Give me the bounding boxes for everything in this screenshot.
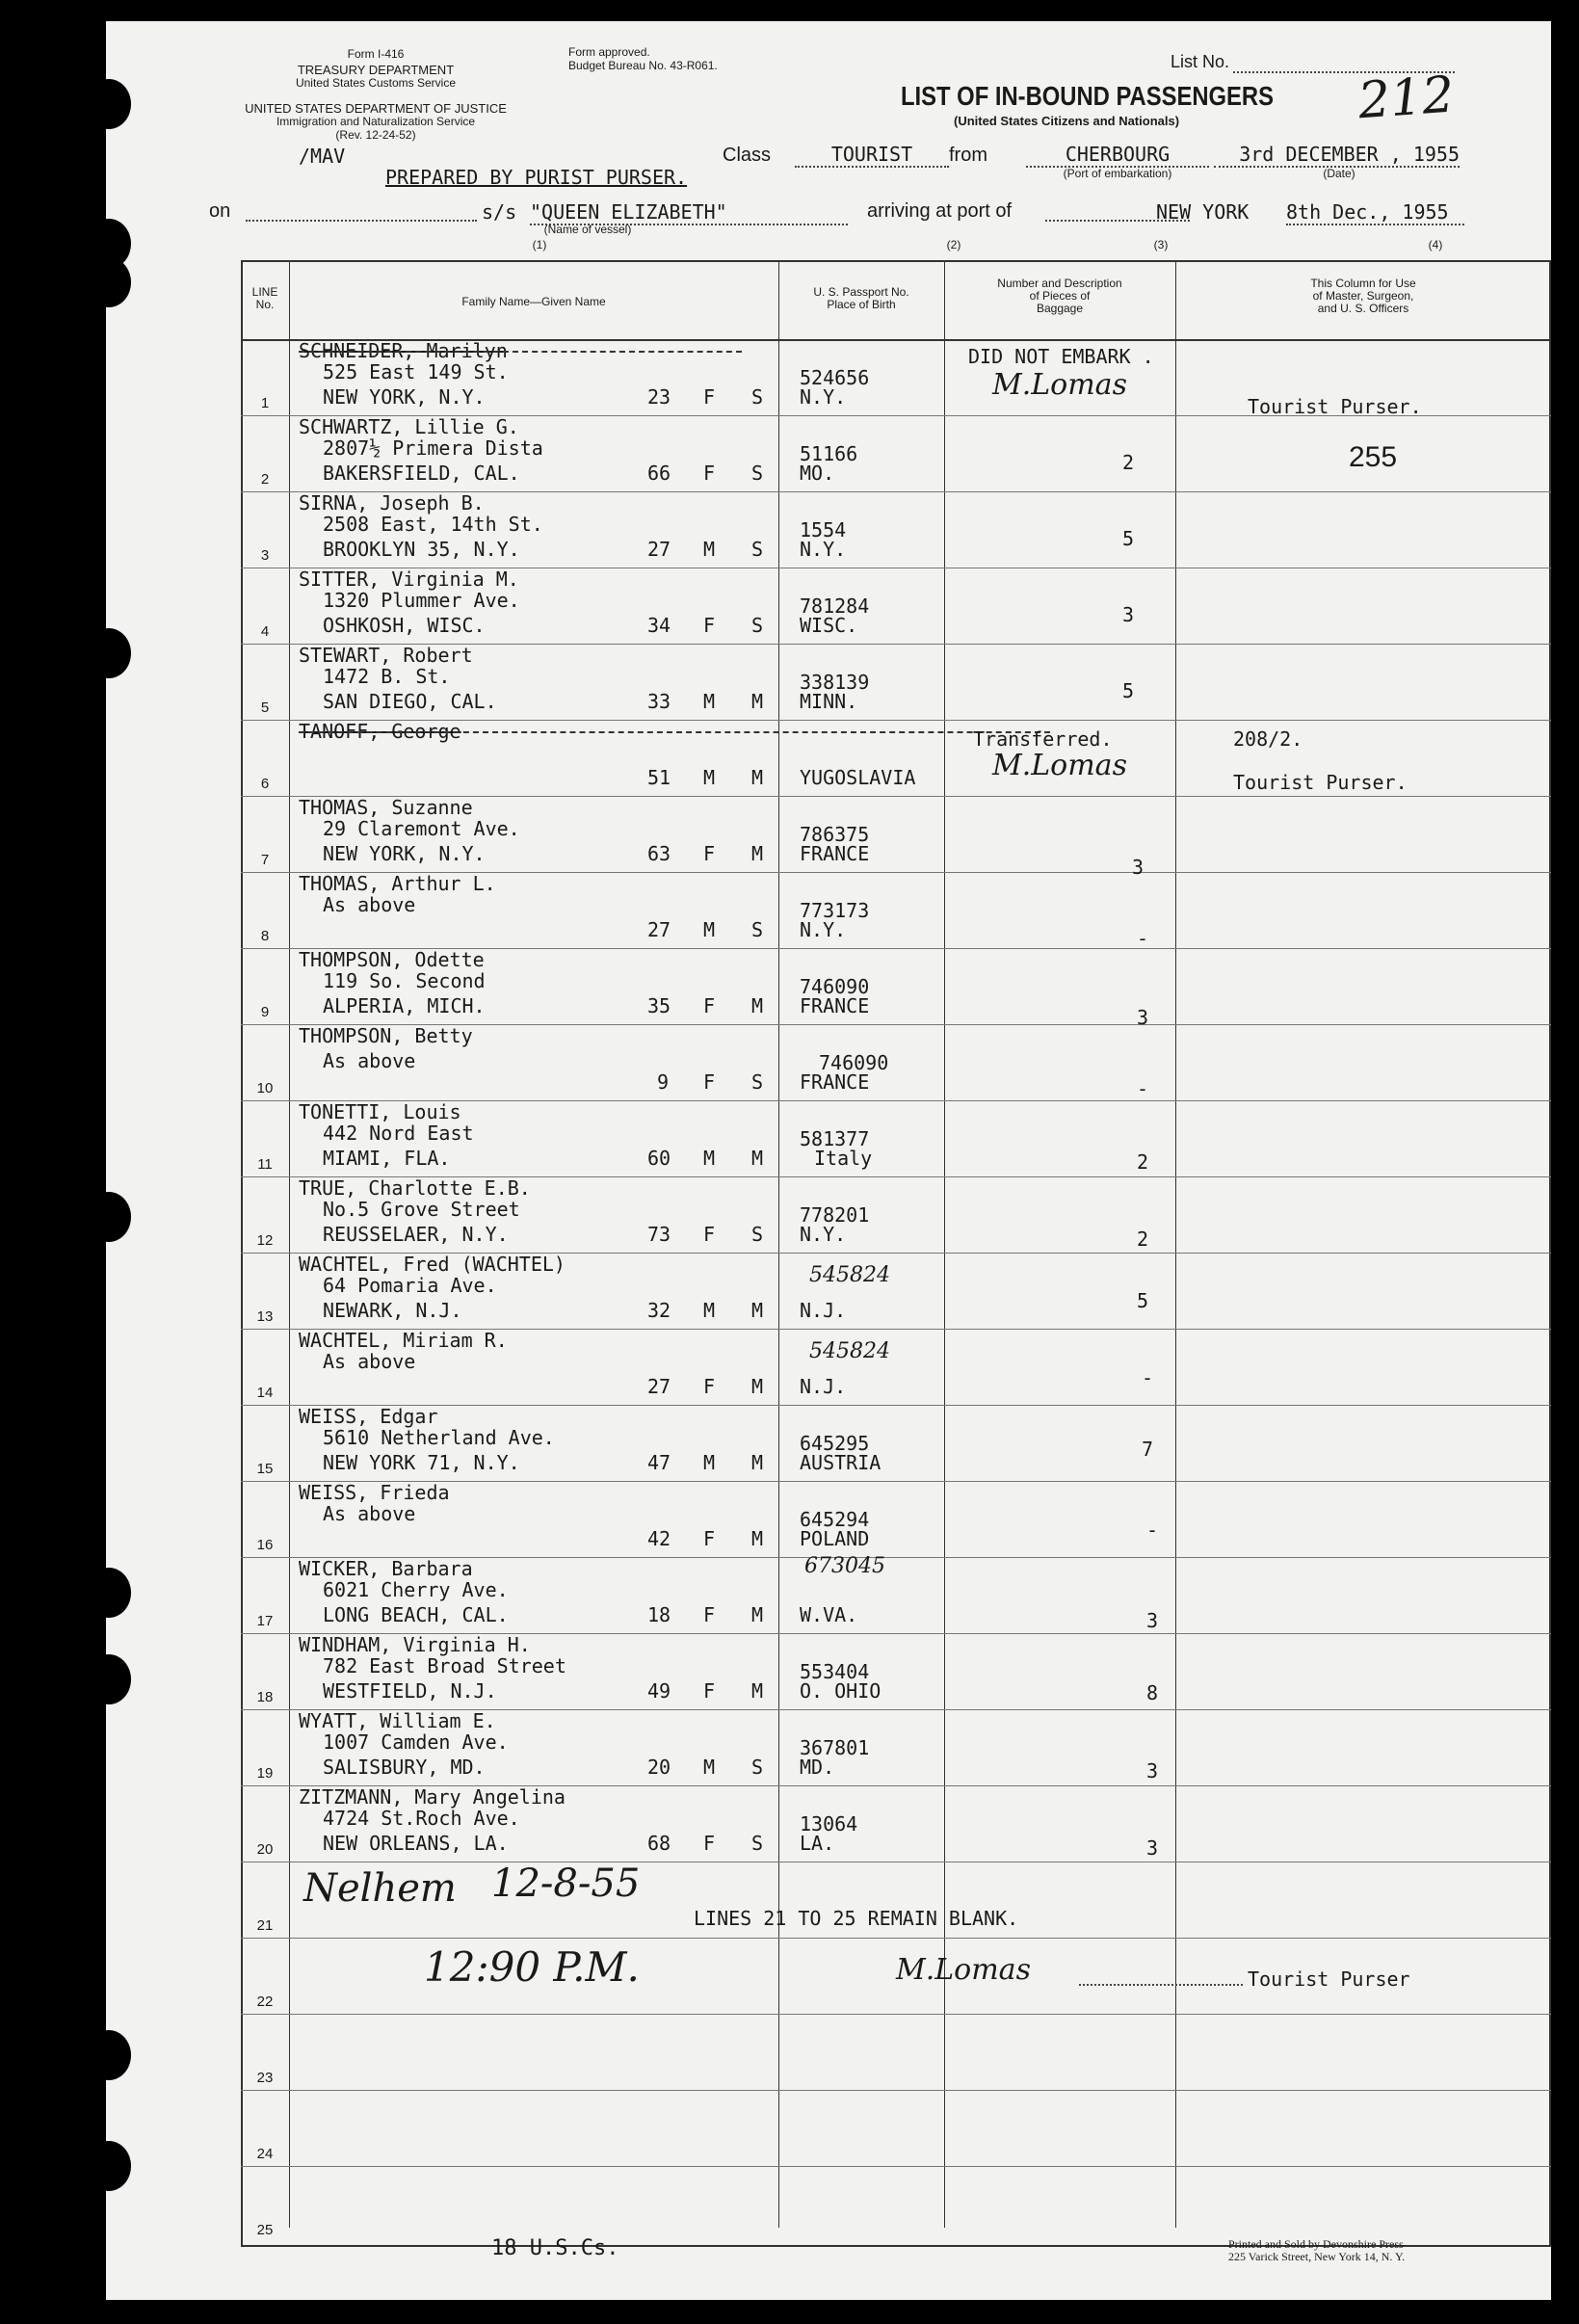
purser-signature: M.Lomas — [896, 1953, 1031, 1987]
passenger-age: 27 — [647, 1375, 671, 1398]
line-number: 12 — [256, 1232, 274, 1249]
baggage-count: - — [1146, 1519, 1159, 1542]
line-number: 18 — [256, 1689, 274, 1705]
agency-justice: UNITED STATES DEPARTMENT OF JUSTICE — [245, 101, 507, 116]
strike-line — [299, 731, 1050, 733]
line-number: 14 — [256, 1385, 274, 1401]
place-of-birth: MO. — [800, 462, 835, 485]
line-number: 17 — [256, 1613, 274, 1629]
baggage-count: 3 — [1146, 1609, 1159, 1632]
passenger-name: SCHWARTZ, Lillie G. — [299, 415, 519, 438]
arriving-label: arriving at port of — [867, 200, 1013, 222]
line-number: 3 — [260, 547, 270, 564]
passenger-name: THOMAS, Suzanne — [299, 796, 473, 819]
passenger-name: SITTER, Virginia M. — [299, 568, 519, 591]
passenger-address: 5610 Netherland Ave. — [323, 1426, 555, 1449]
col-header-officers: This Column for Use of Master, Surgeon, and U. S. Officers — [1310, 277, 1416, 315]
place-of-birth: POLAND — [800, 1527, 870, 1550]
passport-number: 581377 — [800, 1127, 870, 1150]
place-of-birth: MINN. — [800, 690, 858, 713]
baggage-count: 3 — [1132, 856, 1145, 879]
date-caption: (Date) — [1323, 167, 1355, 180]
passenger-sex: M — [703, 918, 716, 941]
passenger-name: WINDHAM, Virginia H. — [299, 1633, 531, 1656]
passenger-address: 525 East 149 St. — [323, 360, 509, 383]
passenger-name: TONETTI, Louis — [299, 1100, 461, 1123]
passport-number: 673045 — [804, 1554, 885, 1578]
baggage-count: 3 — [1146, 1836, 1159, 1860]
officer-note: 255 — [1349, 441, 1398, 473]
col-4-caption: (4) — [1428, 238, 1443, 251]
passenger-marital: S — [751, 918, 764, 941]
passport-number: 645294 — [800, 1508, 870, 1531]
col-header-line-no: LINE No. — [251, 285, 278, 311]
passenger-age: 20 — [647, 1756, 671, 1779]
passenger-city: SAN DIEGO, CAL. — [323, 690, 497, 713]
baggage-count: 2 — [1137, 1228, 1149, 1251]
passport-number: 645295 — [800, 1432, 870, 1455]
passenger-sex: F — [703, 462, 716, 485]
passenger-sex: M — [703, 1147, 716, 1170]
class-label: Class — [723, 145, 772, 166]
passenger-city: MIAMI, FLA. — [323, 1147, 451, 1170]
passenger-marital: M — [751, 842, 764, 865]
passenger-marital: M — [751, 1375, 764, 1398]
passenger-sex: F — [703, 1527, 716, 1550]
passenger-city: BAKERSFIELD, CAL. — [323, 462, 520, 485]
passport-number: 778201 — [800, 1203, 870, 1227]
baggage-count: 2 — [1137, 1150, 1149, 1174]
on-label: on — [209, 200, 231, 222]
passenger-marital: M — [751, 994, 764, 1017]
col-divider — [1175, 262, 1176, 2228]
passenger-name: SIRNA, Joseph B. — [299, 491, 485, 515]
row-note: DID NOT EMBARK . — [968, 345, 1154, 368]
passenger-sex: F — [703, 842, 716, 865]
page-subtitle: (United States Citizens and Nationals) — [954, 114, 1180, 128]
officer-note: Tourist Purser. — [1233, 771, 1408, 794]
place-of-birth: FRANCE — [800, 1070, 870, 1094]
passenger-sex: F — [703, 1832, 716, 1855]
row-note: Transferred. — [973, 727, 1113, 751]
list-no-label: List No. — [1171, 52, 1230, 71]
passenger-city: NEW YORK 71, N.Y. — [323, 1451, 520, 1474]
place-of-birth: Italy — [814, 1147, 873, 1170]
passenger-age: 47 — [647, 1451, 671, 1474]
passenger-marital: M — [751, 1603, 764, 1626]
col-header-passport: U. S. Passport No. Place of Birth — [813, 285, 909, 311]
passenger-sex: M — [703, 766, 716, 789]
line-number: 24 — [256, 2146, 274, 2162]
place-of-birth: N.Y. — [800, 385, 847, 409]
list-no-value: 212 — [1356, 66, 1457, 131]
passenger-city: ALPERIA, MICH. — [323, 994, 486, 1017]
baggage-count: 5 — [1122, 527, 1135, 550]
place-of-birth: LA. — [800, 1832, 835, 1855]
passport-number: 746090 — [800, 975, 870, 998]
agency-treasury: TREASURY DEPARTMENT — [297, 63, 455, 77]
place-of-birth: N.Y. — [800, 538, 847, 561]
passport-number: 367801 — [800, 1736, 870, 1759]
passenger-name: WEISS, Frieda — [299, 1481, 450, 1504]
place-of-birth: N.Y. — [800, 1223, 847, 1246]
handwritten-date: 12-8-55 — [491, 1862, 641, 1906]
line-number: 16 — [256, 1537, 274, 1553]
passenger-marital: S — [751, 614, 764, 637]
mav-code: /MAV — [299, 145, 346, 168]
signature-rule — [1079, 1982, 1243, 1986]
line-number: 21 — [256, 1917, 274, 1934]
baggage-count: 8 — [1146, 1681, 1159, 1704]
passenger-city: NEW ORLEANS, LA. — [323, 1832, 509, 1855]
tourist-purser-label: Tourist Purser — [1248, 1967, 1410, 1991]
passenger-name: THOMAS, Arthur L. — [299, 872, 496, 895]
form-revision: (Rev. 12-24-52) — [335, 128, 416, 142]
line-number: 11 — [257, 1156, 273, 1173]
passport-number: 1554 — [800, 518, 847, 541]
passenger-age: 73 — [647, 1223, 671, 1246]
officer-note: 208/2. — [1233, 727, 1303, 751]
departure-date: 3rd DECEMBER , 1955 — [1214, 143, 1460, 168]
passport-number: 524656 — [800, 366, 870, 389]
passenger-marital: S — [751, 1756, 764, 1779]
passport-number: 746090 — [819, 1051, 889, 1074]
baggage-count: - — [1142, 1366, 1154, 1389]
passenger-sex: M — [703, 1756, 716, 1779]
passenger-sex: M — [703, 690, 716, 713]
uscs-code: 18 U.S.Cs. — [491, 2236, 619, 2260]
passenger-address: 1472 B. St. — [323, 665, 451, 688]
line-number: 10 — [256, 1080, 274, 1096]
passenger-address: 4724 St.Roch Ave. — [323, 1807, 520, 1830]
passenger-age: 9 — [657, 1070, 670, 1094]
line-number: 15 — [256, 1461, 274, 1477]
passport-number: 545824 — [809, 1263, 890, 1287]
passenger-age: 34 — [647, 614, 671, 637]
passenger-city: SALISBURY, MD. — [323, 1756, 486, 1779]
baggage-count: 3 — [1146, 1759, 1159, 1783]
place-of-birth: MD. — [800, 1756, 835, 1779]
place-of-birth: FRANCE — [800, 842, 870, 865]
place-of-birth: W.VA. — [800, 1603, 858, 1626]
col-header-baggage: Number and Description of Pieces of Baggage — [997, 277, 1122, 315]
punch-hole — [87, 79, 131, 129]
col-divider — [289, 262, 290, 2228]
baggage-count: 2 — [1122, 451, 1135, 474]
passenger-name: THOMPSON, Odette — [299, 948, 485, 971]
vessel-caption: (Name of vessel) — [543, 223, 632, 236]
passenger-address: As above — [323, 1350, 416, 1373]
place-of-birth: N.J. — [800, 1299, 847, 1322]
passenger-address: 442 Nord East — [323, 1122, 474, 1145]
place-of-birth: WISC. — [800, 614, 858, 637]
baggage-count: - — [1137, 927, 1149, 950]
row-rule — [241, 2166, 1551, 2167]
line-number: 13 — [256, 1308, 274, 1325]
passenger-city: NEW YORK, N.Y. — [323, 842, 486, 865]
line-number: 7 — [260, 852, 270, 868]
handwritten-time: 12:90 P.M. — [424, 1943, 640, 1991]
strike-line — [299, 351, 742, 353]
passenger-sex: F — [703, 1603, 716, 1626]
passenger-sex: F — [703, 385, 716, 409]
class-value: TOURIST — [795, 143, 949, 168]
line-number: 5 — [260, 700, 270, 716]
passenger-address: 119 So. Second — [323, 969, 486, 992]
line-number: 6 — [260, 776, 270, 792]
baggage-count: 7 — [1142, 1438, 1154, 1461]
passport-number: 553404 — [800, 1660, 870, 1683]
passenger-address: 2508 East, 14th St. — [323, 513, 543, 536]
from-caption: (Port of embarkation) — [1063, 167, 1172, 180]
row-rule — [241, 2014, 1551, 2015]
line-number: 25 — [256, 2222, 274, 2238]
passenger-name: THOMPSON, Betty — [299, 1024, 473, 1047]
passenger-name: WACHTEL, Fred (WACHTEL) — [299, 1253, 566, 1276]
passenger-sex: F — [703, 1679, 716, 1703]
passenger-name: TRUE, Charlotte E.B. — [299, 1176, 531, 1200]
purser-signature: M.Lomas — [992, 368, 1127, 402]
col-divider — [778, 262, 779, 2228]
budget-bureau: Budget Bureau No. 43-R061. — [568, 59, 718, 72]
passenger-name: WEISS, Edgar — [299, 1405, 438, 1428]
passport-number: 51166 — [800, 442, 858, 465]
punch-hole — [87, 1192, 131, 1242]
passenger-city: LONG BEACH, CAL. — [323, 1603, 509, 1626]
passenger-age: 32 — [647, 1299, 671, 1322]
passenger-age: 49 — [647, 1679, 671, 1703]
passenger-marital: S — [751, 538, 764, 561]
line-number: 2 — [260, 471, 270, 488]
passenger-name: WYATT, William E. — [299, 1709, 496, 1732]
col-2-caption: (2) — [946, 238, 961, 251]
passenger-address: As above — [323, 1049, 416, 1072]
punch-hole — [87, 257, 131, 307]
place-of-birth: YUGOSLAVIA — [800, 766, 916, 789]
vessel-prefix: s/s — [482, 200, 517, 224]
place-of-birth: N.J. — [800, 1375, 847, 1398]
passenger-marital: S — [751, 1070, 764, 1094]
agency-ins: Immigration and Naturalization Service — [276, 115, 476, 128]
col-3-caption: (3) — [1153, 238, 1169, 251]
passenger-marital: S — [751, 1223, 764, 1246]
arrival-port: NEW YORK — [1156, 200, 1250, 224]
passport-number: 773173 — [800, 899, 870, 922]
line-number: 22 — [256, 1994, 274, 2010]
baggage-count: 5 — [1137, 1289, 1149, 1312]
printer-line-1: Printed and Sold by Devonshire Press — [1228, 2237, 1404, 2251]
on-rule — [246, 218, 477, 222]
prepared-by: PREPARED BY PURIST PURSER. — [385, 166, 688, 189]
passport-number: 781284 — [800, 594, 870, 618]
line-number: 9 — [260, 1004, 270, 1020]
passenger-name: WACHTEL, Miriam R. — [299, 1329, 508, 1352]
remain-blank-note: LINES 21 TO 25 REMAIN BLANK. — [694, 1907, 1019, 1930]
passenger-name: STEWART, Robert — [299, 644, 473, 667]
col-divider — [944, 262, 945, 2228]
passenger-marital: M — [751, 690, 764, 713]
line-number: 20 — [256, 1841, 274, 1858]
passport-number: 786375 — [800, 823, 870, 846]
passenger-age: 18 — [647, 1603, 671, 1626]
place-of-birth: FRANCE — [800, 994, 870, 1017]
officer-note: Tourist Purser. — [1248, 395, 1422, 418]
passenger-marital: M — [751, 1451, 764, 1474]
col-header-name: Family Name—Given Name — [461, 295, 606, 308]
vessel-name: "QUEEN ELIZABETH" — [530, 200, 848, 225]
place-of-birth: N.Y. — [800, 918, 847, 941]
passenger-city: NEW YORK, N.Y. — [323, 385, 486, 409]
passenger-address: As above — [323, 1502, 416, 1525]
passenger-sex: F — [703, 1070, 716, 1094]
passenger-age: 42 — [647, 1527, 671, 1550]
arrival-date: 8th Dec., 1955 — [1286, 200, 1464, 225]
passenger-age: 35 — [647, 994, 671, 1017]
passport-number: 13064 — [800, 1812, 858, 1835]
passenger-marital: M — [751, 1527, 764, 1550]
passenger-city: REUSSELAER, N.Y. — [323, 1223, 509, 1246]
baggage-count: - — [1137, 1077, 1149, 1100]
punch-hole — [87, 1654, 131, 1704]
passenger-sex: M — [703, 1451, 716, 1474]
passport-number: 545824 — [809, 1339, 890, 1363]
passenger-marital: S — [751, 1832, 764, 1855]
passenger-age: 33 — [647, 690, 671, 713]
manifest-page — [106, 21, 1551, 2300]
agency-customs: United States Customs Service — [295, 76, 457, 90]
passenger-address: 782 East Broad Street — [323, 1654, 566, 1677]
passenger-age: 63 — [647, 842, 671, 865]
line-number: 4 — [260, 623, 270, 640]
passenger-address: 64 Pomaria Ave. — [323, 1274, 497, 1297]
passenger-address: 29 Claremont Ave. — [323, 817, 520, 840]
passenger-age: 27 — [647, 538, 671, 561]
passenger-marital: M — [751, 1679, 764, 1703]
inspector-signature: Nelhem — [303, 1866, 457, 1911]
line-number: 23 — [256, 2070, 274, 2086]
place-of-birth: AUSTRIA — [800, 1451, 882, 1474]
place-of-birth: O. OHIO — [800, 1679, 882, 1703]
passenger-address: 1320 Plummer Ave. — [323, 589, 520, 612]
passenger-address: As above — [323, 893, 416, 916]
punch-hole — [87, 628, 131, 678]
passenger-age: 66 — [647, 462, 671, 485]
purser-signature: M.Lomas — [992, 749, 1127, 782]
page-title: LIST OF IN-BOUND PASSENGERS — [901, 81, 1275, 111]
baggage-count: 5 — [1122, 679, 1135, 702]
passenger-age: 60 — [647, 1147, 671, 1170]
passenger-sex: M — [703, 1299, 716, 1322]
passenger-name: TANOFF, George — [299, 720, 461, 743]
passenger-marital: M — [751, 1147, 764, 1170]
passenger-name: SCHNEIDER, Marilyn — [299, 339, 508, 362]
passenger-age: 68 — [647, 1832, 671, 1855]
passenger-marital: M — [751, 1299, 764, 1322]
baggage-count: 3 — [1137, 1006, 1149, 1029]
passenger-address: 6021 Cherry Ave. — [323, 1578, 509, 1601]
passenger-sex: F — [703, 1223, 716, 1246]
row-rule — [241, 1938, 1551, 1939]
passenger-address: 1007 Camden Ave. — [323, 1730, 509, 1754]
passenger-address: 2807½ Primera Dista — [323, 436, 543, 460]
passenger-age: 51 — [647, 766, 671, 789]
passenger-city: WESTFIELD, N.J. — [323, 1679, 497, 1703]
printer-line-2: 225 Varick Street, New York 14, N. Y. — [1228, 2250, 1406, 2263]
passenger-marital: S — [751, 385, 764, 409]
passenger-sex: F — [703, 614, 716, 637]
from-label: from — [949, 145, 987, 166]
punch-hole — [87, 1568, 131, 1618]
form-approved: Form approved. — [568, 45, 650, 59]
from-port: CHERBOURG — [1026, 143, 1209, 168]
line-number: 8 — [260, 928, 270, 944]
passenger-marital: M — [751, 766, 764, 789]
passenger-age: 27 — [647, 918, 671, 941]
passenger-marital: S — [751, 462, 764, 485]
col-1-caption: (1) — [532, 238, 547, 251]
punch-hole — [87, 2030, 131, 2080]
punch-hole — [87, 2141, 131, 2191]
passenger-sex: F — [703, 994, 716, 1017]
passenger-city: OSHKOSH, WISC. — [323, 614, 486, 637]
baggage-count: 3 — [1122, 603, 1135, 626]
passenger-sex: F — [703, 1375, 716, 1398]
passenger-name: ZITZMANN, Mary Angelina — [299, 1785, 566, 1809]
form-number: Form I-416 — [347, 47, 405, 61]
passenger-city: NEWARK, N.J. — [323, 1299, 462, 1322]
line-number: 1 — [260, 395, 270, 411]
passenger-name: WICKER, Barbara — [299, 1557, 473, 1580]
passport-number: 338139 — [800, 671, 870, 694]
passenger-sex: M — [703, 538, 716, 561]
row-rule — [241, 2090, 1551, 2091]
passenger-city: BROOKLYN 35, N.Y. — [323, 538, 520, 561]
line-number: 19 — [256, 1765, 274, 1782]
passenger-age: 23 — [647, 385, 671, 409]
passenger-address: No.5 Grove Street — [323, 1198, 520, 1221]
